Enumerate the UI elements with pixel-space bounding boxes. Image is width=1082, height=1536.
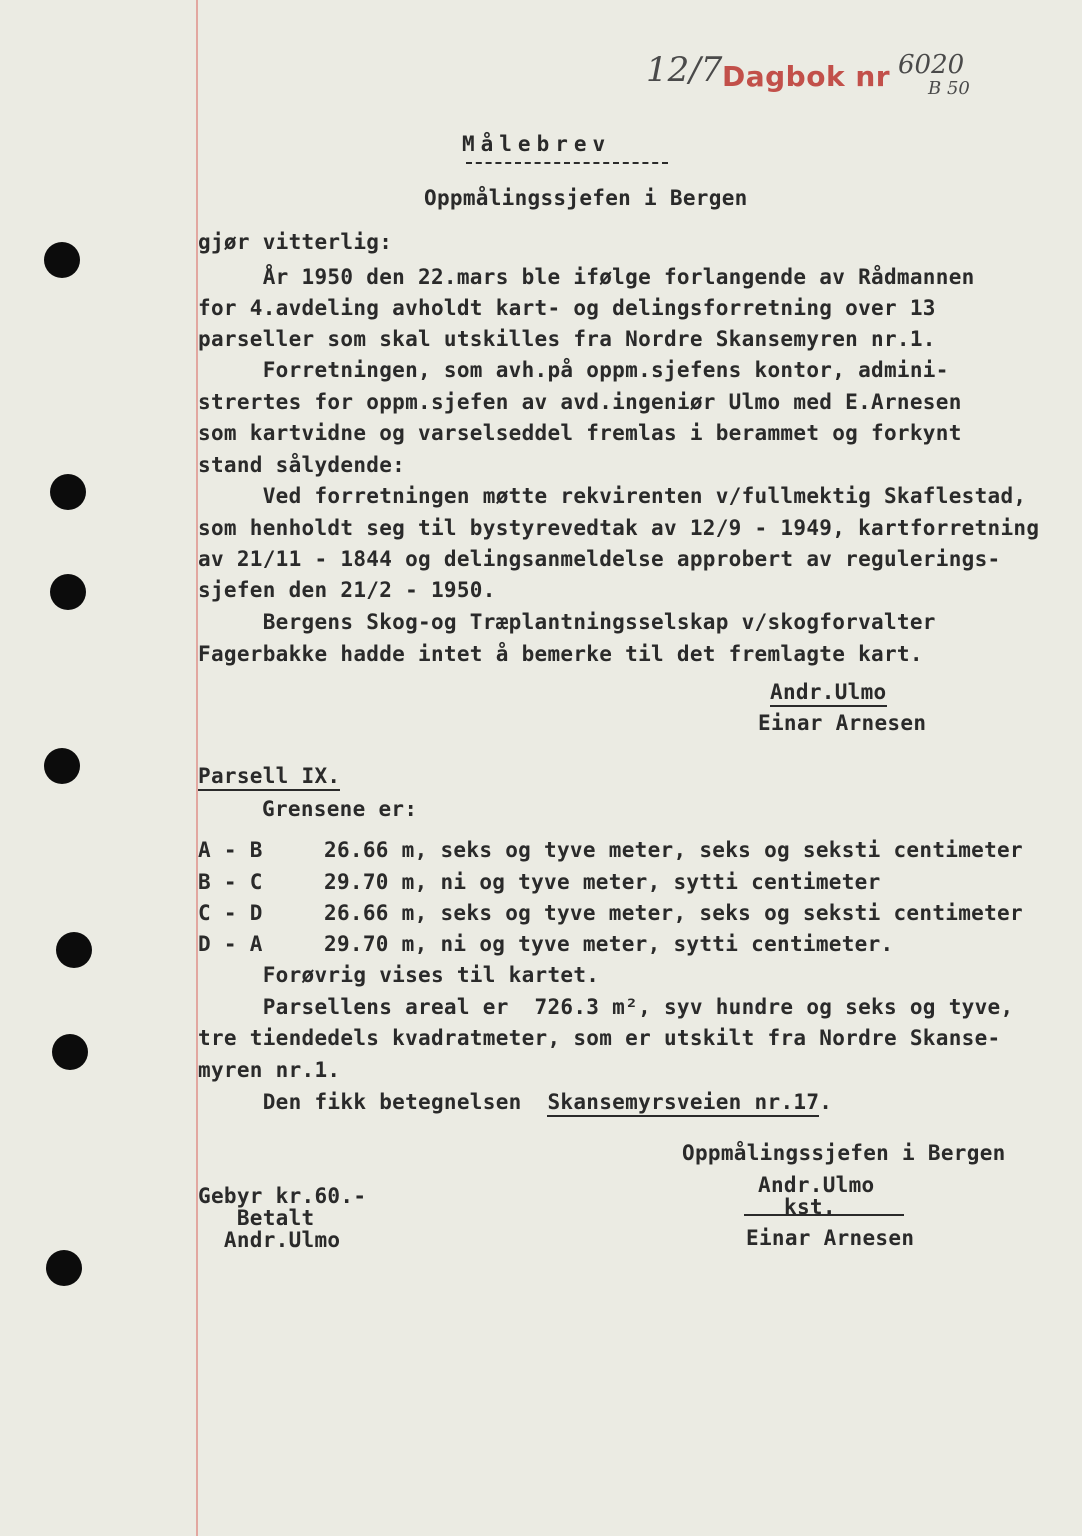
body-line: gjør vitterlig: <box>198 230 393 254</box>
footer-sign-kst: kst. <box>784 1195 836 1219</box>
body-line: Forretningen, som avh.på oppm.sjefens kontor, admini- <box>198 358 949 382</box>
body-line: Fagerbakke hadde intet å bemerke til det fremlagte kart. <box>198 642 923 666</box>
parcel-line: myren nr.1. <box>198 1058 341 1082</box>
parcel-line: Forøvrig vises til kartet. <box>198 963 600 987</box>
punch-hole <box>46 1250 82 1286</box>
title-underline <box>466 162 668 164</box>
fee-line: Gebyr kr.60.- <box>198 1184 367 1208</box>
bound-length: 26.66 m, seks og tyve meter, seks og seksti centimeter <box>324 838 1023 862</box>
bound-segment: C - D <box>198 901 263 925</box>
footer-sign-name: Andr.Ulmo <box>758 1173 875 1197</box>
body-line: for 4.avdeling avholdt kart- og delingsforretning over 13 <box>198 296 936 320</box>
bound-length: 26.66 m, seks og tyve meter, seks og seksti centimeter <box>324 901 1023 925</box>
punch-hole <box>50 574 86 610</box>
punch-hole <box>44 748 80 784</box>
body-line: Ved forretningen møtte rekvirenten v/fullmektig Skaflestad, <box>198 484 1027 508</box>
punch-hole <box>44 242 80 278</box>
body-line: År 1950 den 22.mars ble ifølge forlangende av Rådmannen <box>198 265 975 289</box>
bound-segment: A - B <box>198 838 263 862</box>
punch-hole <box>56 932 92 968</box>
punch-hole <box>52 1034 88 1070</box>
stamp-number: 6020 <box>898 50 965 80</box>
designation-value: Skansemyrsveien nr.17 <box>547 1090 819 1117</box>
bound-length: 29.70 m, ni og tyve meter, sytti centimeter. <box>324 932 894 956</box>
body-line: sjefen den 21/2 - 1950. <box>198 578 496 602</box>
body-line: Bergens Skog-og Træplantningsselskap v/skogforvalter <box>198 610 936 634</box>
body-line: stand sålydende: <box>198 453 406 477</box>
fee-line: Andr.Ulmo <box>198 1228 341 1252</box>
bound-length: 29.70 m, ni og tyve meter, sytti centimeter <box>324 870 881 894</box>
bounds-intro: Grensene er: <box>262 797 418 821</box>
signature-ulmo: Andr.Ulmo <box>770 680 887 704</box>
body-line: som kartvidne og varselseddel fremlas i berammet og forkynt <box>198 421 962 445</box>
bound-segment: D - A <box>198 932 263 956</box>
document-subtitle: Oppmålingssjefen i Bergen <box>424 186 748 210</box>
signature-arnesen: Einar Arnesen <box>758 711 927 735</box>
body-line: strertes for oppm.sjefen av avd.ingeniør Ulmo med E.Arnesen <box>198 390 962 414</box>
body-line: som henholdt seg til bystyrevedtak av 12/9 - 1949, kartforretning <box>198 516 1040 540</box>
footer-sign-name2: Einar Arnesen <box>746 1226 915 1250</box>
dagbok-stamp: Dagbok nr <box>722 60 891 93</box>
bound-segment: B - C <box>198 870 263 894</box>
body-line: parseller som skal utskilles fra Nordre Skansemyren nr.1. <box>198 327 936 351</box>
body-line: av 21/11 - 1844 og delingsanmeldelse approbert av regulerings- <box>198 547 1001 571</box>
signature-line <box>744 1214 904 1216</box>
footer-office: Oppmålingssjefen i Bergen <box>682 1141 1006 1165</box>
punch-hole <box>50 474 86 510</box>
parcel-line: Parsellens areal er 726.3 m², syv hundre og seks og tyve, <box>198 995 1014 1019</box>
stamp-date: 12/7 <box>646 50 723 90</box>
parcel-line: tre tiendedels kvadratmeter, som er utskilt fra Nordre Skanse- <box>198 1026 1001 1050</box>
designation-line: Den fikk betegnelsen Skansemyrsveien nr.17. <box>198 1090 832 1114</box>
parcel-heading: Parsell IX. <box>198 764 340 788</box>
stamp-year: B 50 <box>928 78 970 99</box>
document-title: Målebrev <box>462 132 612 156</box>
fee-line: Betalt <box>198 1206 315 1230</box>
